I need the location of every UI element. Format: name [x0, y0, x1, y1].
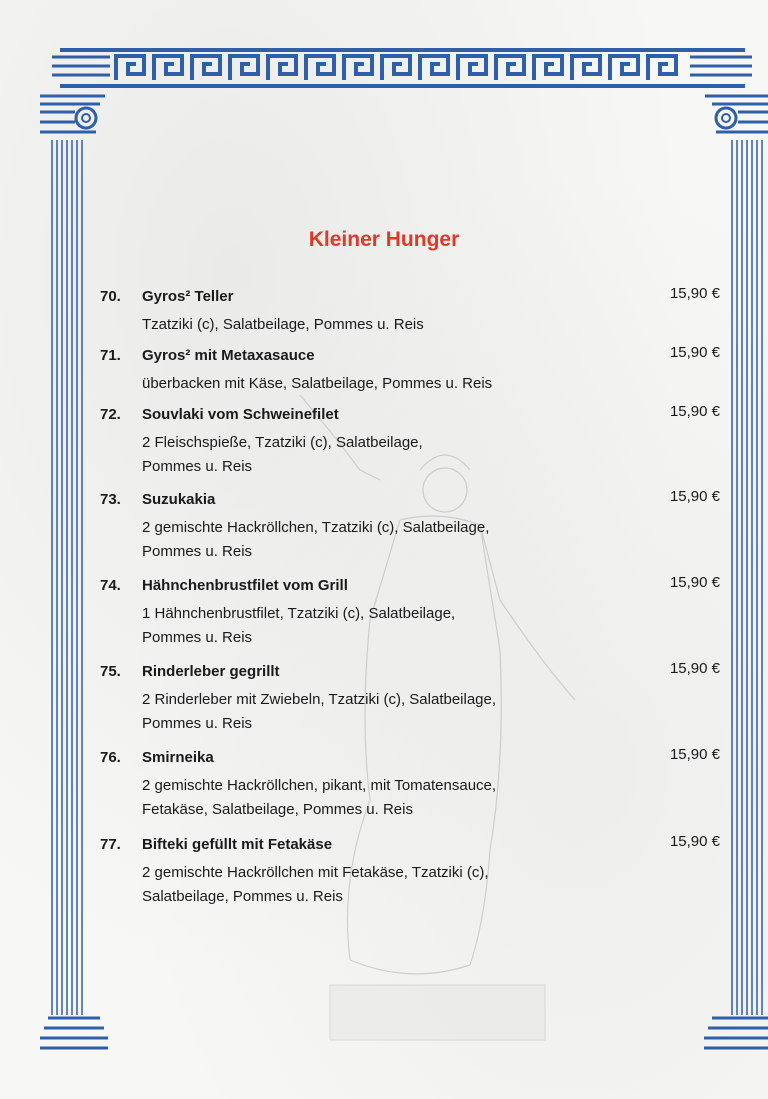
item-number: 74. [100, 577, 121, 594]
item-name: Rinderleber gegrillt [142, 663, 280, 680]
item-description: 1 Hähnchenbrustfilet, Tzatziki (c), Salatbeilage, Pommes u. Reis [142, 605, 456, 646]
item-number: 73. [100, 491, 121, 508]
item-name: Gyros² mit Metaxasauce [142, 347, 315, 364]
section-title: Kleiner Hunger [308, 228, 460, 251]
item-number: 71. [100, 347, 121, 364]
meander-motif [534, 56, 562, 80]
item-name: Gyros² Teller [142, 288, 234, 305]
meander-motif [382, 56, 410, 80]
item-description: 2 gemischte Hackröllchen mit Fetakäse, Tzatziki (c), Salatbeilage, Pommes u. Reis [142, 864, 489, 905]
meander-motif [572, 56, 600, 80]
meander-motif [496, 56, 524, 80]
item-description: 2 Fleischspieße, Tzatziki (c), Salatbeilage, Pommes u. Reis [142, 434, 423, 475]
item-description: 2 gemischte Hackröllchen, pikant, mit Tomatensauce, Fetakäse, Salatbeilage, Pommes u. Reis [142, 777, 497, 818]
item-number: 72. [100, 406, 121, 423]
meander-motif [344, 56, 372, 80]
item-name: Hähnchenbrustfilet vom Grill [142, 577, 348, 594]
item-description: 2 gemischte Hackröllchen, Tzatziki (c), Salatbeilage, Pommes u. Reis [142, 519, 490, 560]
item-name: Souvlaki vom Schweinefilet [142, 406, 339, 423]
meander-motif [420, 56, 448, 80]
meander-motif [230, 56, 258, 80]
item-price: 15,90 € [669, 488, 720, 505]
item-price: 15,90 € [669, 746, 720, 763]
item-description: 2 Rinderleber mit Zwiebeln, Tzatziki (c), Salatbeilage, Pommes u. Reis [142, 691, 497, 732]
item-description: überbacken mit Käse, Salatbeilage, Pommes u. Reis [142, 375, 493, 392]
meander-motif [306, 56, 334, 80]
item-number: 77. [100, 836, 121, 853]
meander-motif [154, 56, 182, 80]
item-name: Bifteki gefüllt mit Fetakäse [142, 836, 333, 853]
item-number: 76. [100, 749, 121, 766]
meander-motif [458, 56, 486, 80]
item-description: Tzatziki (c), Salatbeilage, Pommes u. Reis [142, 316, 424, 333]
item-price: 15,90 € [669, 660, 720, 677]
meander-motif [192, 56, 220, 80]
meander-border-top [52, 50, 752, 86]
item-name: Suzukakia [142, 491, 216, 508]
item-price: 15,90 € [669, 344, 720, 361]
meander-motif [268, 56, 296, 80]
meander-motif [648, 56, 676, 80]
item-price: 15,90 € [669, 403, 720, 420]
item-price: 15,90 € [669, 285, 720, 302]
meander-motif [116, 56, 144, 80]
meander-motif [610, 56, 638, 80]
item-price: 15,90 € [669, 833, 720, 850]
item-name: Smirneika [142, 749, 214, 766]
item-number: 75. [100, 663, 121, 680]
item-price: 15,90 € [669, 574, 720, 591]
item-number: 70. [100, 288, 121, 305]
